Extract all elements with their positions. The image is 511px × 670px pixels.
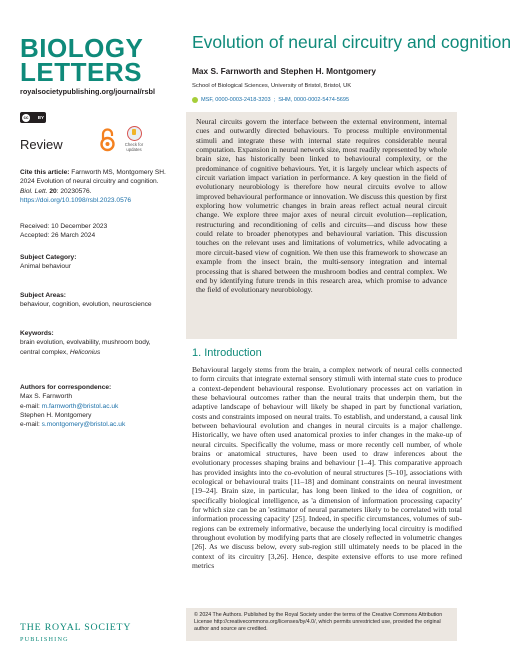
abstract: Neural circuits govern the interface between the external environment, internal cues and outwardly directed behaviours. To process multiple environmental stimuli and integrate these with internal state requires considerable neural computation. Expansion in neural network size, most readily represented by whole brain size, has historically been linked to behavioural complexity, or the predominance of cognitive behaviours. Yet, it is largely unclear which aspects of circuit variation impact variation in performance. A key question in the field of evolutionary neurobiology is therefore how neural circuits evolve to allow improved behavioural performance or innovation. We discuss this question by first exploring how volumetric changes in brain areas reflect actual neural circuit change. We explore three major axes of neural circuit evolution—replication, restructuring and reconditioning of cells and circuits—and discuss how these could relate to broader phenotypes and behavioural variation. This discussion touches on the relevant uses and limitations of volumetrics, while advocating a more circuit-based view of cognition. We then use this framework to showcase an example from the insect brain, the multi-sensory integration and internal processing that is shared between the mushroom bodies and central complex. We end by identifying future trends in this research area, which promise to advance the field of evolutionary neurobiology.	[186, 112, 457, 339]
subject-category-heading: Subject Category:	[20, 254, 77, 261]
keywords-line2: central complex,	[20, 348, 70, 356]
check-updates-icon	[127, 126, 142, 141]
copyright-notice: © 2024 The Authors. Published by the Royal Society under the terms of the Creative Commons Attribution License http://creativecommons.org/licenses/by/4.0/, which permits unrestricted use, provided the original author and source are credited.	[186, 608, 457, 641]
subject-areas	[20, 291, 170, 310]
accepted-date: Accepted: 26 March 2024	[20, 232, 96, 240]
by-label: BY	[37, 115, 44, 120]
article-type: Review	[20, 137, 63, 152]
citation-block	[20, 168, 170, 205]
author-affiliation: School of Biological Sciences, University of Bristol, Bristol, UK	[192, 83, 352, 89]
journal-logo-line1: BIOLOGY	[20, 33, 144, 63]
subject-areas-value: behaviour, cognition, evolution, neuroscience	[20, 301, 152, 309]
article-authors: Max S. Farnworth and Stephen H. Montgomery	[192, 66, 376, 76]
subject-category-value: Animal behaviour	[20, 263, 71, 271]
citation-pages: : 20230576.	[56, 187, 92, 195]
subject-areas-heading: Subject Areas:	[20, 292, 66, 299]
journal-logo	[20, 33, 144, 87]
check-updates-label: Check for updates	[124, 142, 144, 152]
citation-volume: 20	[47, 187, 57, 195]
keywords	[20, 329, 170, 357]
orcid-msf[interactable]: MSF, 0000-0003-2418-3203	[201, 97, 271, 103]
orcid-shm[interactable]: SHM, 0000-0002-5474-5695	[278, 97, 350, 103]
section-title: 1. Introduction	[192, 347, 262, 359]
correspondence-heading: Authors for correspondence:	[20, 384, 112, 391]
orcid-icon	[192, 97, 198, 103]
received-date: Received: 10 December 2023	[20, 223, 108, 230]
introduction-text: Behavioural largely stems from the brain, a complex network of neural cells connected to form circuits that integrate external sensory stimuli with internal state cues to produce a context-dependent behavioural response. Evolutionary processes act on variation in these behavioural outcomes rather than the neural traits that underpin them, but the adaptive landscape of behaviour will likely be shaped in part by functional variation, costs and constraints imposed on neural traits. To establish, and understand, a causal link between behavioural evolution and changes in neural circuits is a major challenge. Historically, we have often used anatomical proxies to infer changes in the make-up of neural circuits. Specifically the volume, mass or more recently cell number, of whole brains or anatomical structures, have been used to draw inferences about the evolutionary processes shaping brains and behaviour [1–4]. This comparative approach has provided insights into the co-evolution of neural structures [5–10], associations with ecological or behavioural traits [11–18] and dominant constraints on neural investment [19–24]. Brain size, in particular, has long been linked to the idea of cognition, or specifically biological intelligence, as 'a dimension of information processing capacity' for which size can be an 'estimator of neural parameters likely to be correlated with total information processing capacity' [25]. Indeed, in specific circumstances, volumes of sub-regions can be extremely informative, because the underlying local circuitry is modified throughout evolution by modifying parts that are closely reflected in volumetric changes [26]. As we discuss below, every sub-region still ultimately needs to be placed in the context of its circuitry [3,26]. Hence, despite extensive efforts to use more refined metrics	[192, 365, 462, 570]
orcid-line: MSF, 0000-0003-2418-3203 ; SHM, 0000-0002-5474-5695	[192, 97, 349, 103]
publisher-subtitle: PUBLISHING	[20, 636, 69, 643]
open-access-icon	[99, 128, 116, 152]
keywords-line1: brain evolution, evolvability, mushroom body,	[20, 339, 151, 347]
journal-logo-line2: LETTERS	[20, 57, 142, 87]
citation-heading: Cite this article:	[20, 169, 70, 176]
correspondence	[20, 383, 170, 429]
citation-text: Farnworth MS, Montgomery SH. 2024 Evolution of neural circuitry and cognition.	[20, 169, 166, 186]
dates-block	[20, 222, 170, 241]
doi-link[interactable]: https://doi.org/10.1098/rsbl.2023.0576	[20, 196, 132, 204]
citation-journal: Biol. Lett.	[20, 187, 48, 195]
check-for-updates-button[interactable]	[122, 126, 146, 152]
publisher-name: THE ROYAL SOCIETY	[20, 622, 132, 633]
keywords-italic: Heliconius	[69, 348, 101, 356]
subject-category	[20, 253, 170, 272]
email1-link[interactable]: m.farnworth@bristol.ac.uk	[41, 402, 119, 410]
author2-name: Stephen H. Montgomery	[20, 411, 92, 419]
article-title: Evolution of neural circuitry and cognition	[192, 32, 511, 52]
author1-name: Max S. Farnworth	[20, 393, 73, 401]
journal-url[interactable]: royalsocietypublishing.org/journal/rsbl	[20, 87, 156, 96]
email2-link[interactable]: s.montgomery@bristol.ac.uk	[41, 421, 126, 429]
keywords-heading: Keywords:	[20, 330, 54, 337]
cc-icon: cc	[23, 115, 29, 120]
email1-label: e-mail:	[20, 402, 42, 410]
cc-by-license-icon[interactable]	[20, 112, 46, 123]
email2-label: e-mail:	[20, 421, 42, 429]
